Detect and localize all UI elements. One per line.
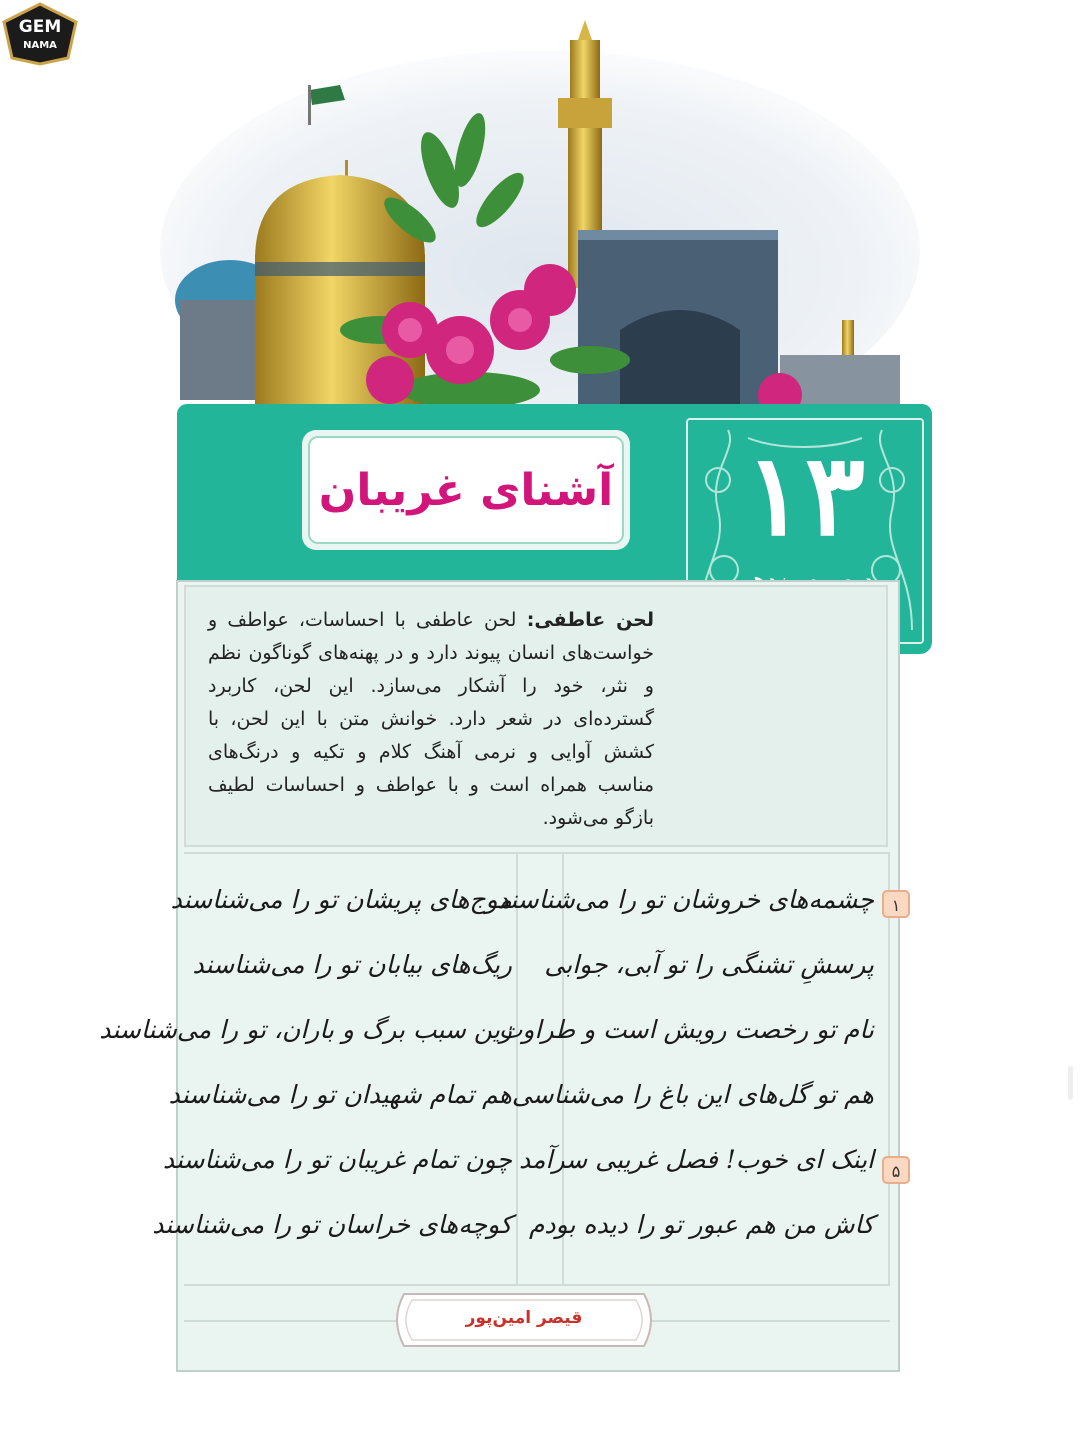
author-plate	[384, 1288, 664, 1352]
author-name: قیصر امین‌پور	[465, 1308, 583, 1328]
logo-text-nama: NAMA	[23, 40, 57, 51]
verse-right-5: اینک ای خوب! فصل غریبی سرآمد	[519, 1145, 874, 1174]
lesson-title-frame	[308, 436, 624, 544]
verse-right-2: پرسشِ تشنگی را تو آبی، جوابی	[544, 950, 874, 979]
verse-left-1: موج‌های پریشان تو را می‌شناسند	[170, 885, 512, 914]
verse-left-6: کوچه‌های خراسان تو را می‌شناسند	[152, 1210, 512, 1239]
lesson-title: آشنای غریبان	[318, 464, 614, 516]
lesson-number: ۱۳	[744, 430, 866, 561]
scroll-indicator	[1068, 1066, 1073, 1100]
verse-right-3: نام تو رخصت رویش است و طراوت	[498, 1015, 874, 1044]
lesson-title-box	[302, 430, 630, 550]
verse-right-4: هم تو گل‌های این باغ را می‌شناسی	[511, 1080, 874, 1109]
intro-body: لحن عاطفی با احساسات، عواطف و خواست‌های انسان پیوند دارد و در پهنه‌های گوناگون نظم و نثر، خود را آشکار می‌سازد. این لحن، کاربرد گسترده‌ای در شعر دارد. خوانش متن با این لحن، با کشش آوایی و نرمی آهنگ کلام و تکیه و درنگ‌های مناسب همراه است و با عواطف و احساسات لطیف بازگو می‌شود.	[208, 609, 654, 829]
shrine-illustration	[140, 0, 940, 410]
verse-left-5: چون تمام غریبان تو را می‌شناسند	[162, 1145, 512, 1174]
verse-right-1: چشمه‌های خروشان تو را می‌شناسند	[497, 885, 874, 914]
verse-right-6: کاش من هم عبور تو را دیده بودم	[528, 1210, 874, 1239]
verse-number-tag: ۵	[882, 1156, 910, 1184]
verse-number-tag: ۱	[882, 890, 910, 918]
verse-left-2: ریگ‌های بیابان تو را می‌شناسند	[192, 950, 512, 979]
column-divider-left	[516, 852, 518, 1284]
intro-term: لحن عاطفی:	[526, 609, 654, 631]
verse-left-3: زین سبب برگ و باران، تو را می‌شناسند	[99, 1015, 512, 1044]
intro-paragraph	[208, 604, 654, 835]
verse-left-4: هم تمام شهیدان تو را می‌شناسند	[168, 1080, 512, 1109]
logo-text-gem: GEM	[18, 17, 62, 37]
gemnama-logo	[2, 2, 78, 66]
